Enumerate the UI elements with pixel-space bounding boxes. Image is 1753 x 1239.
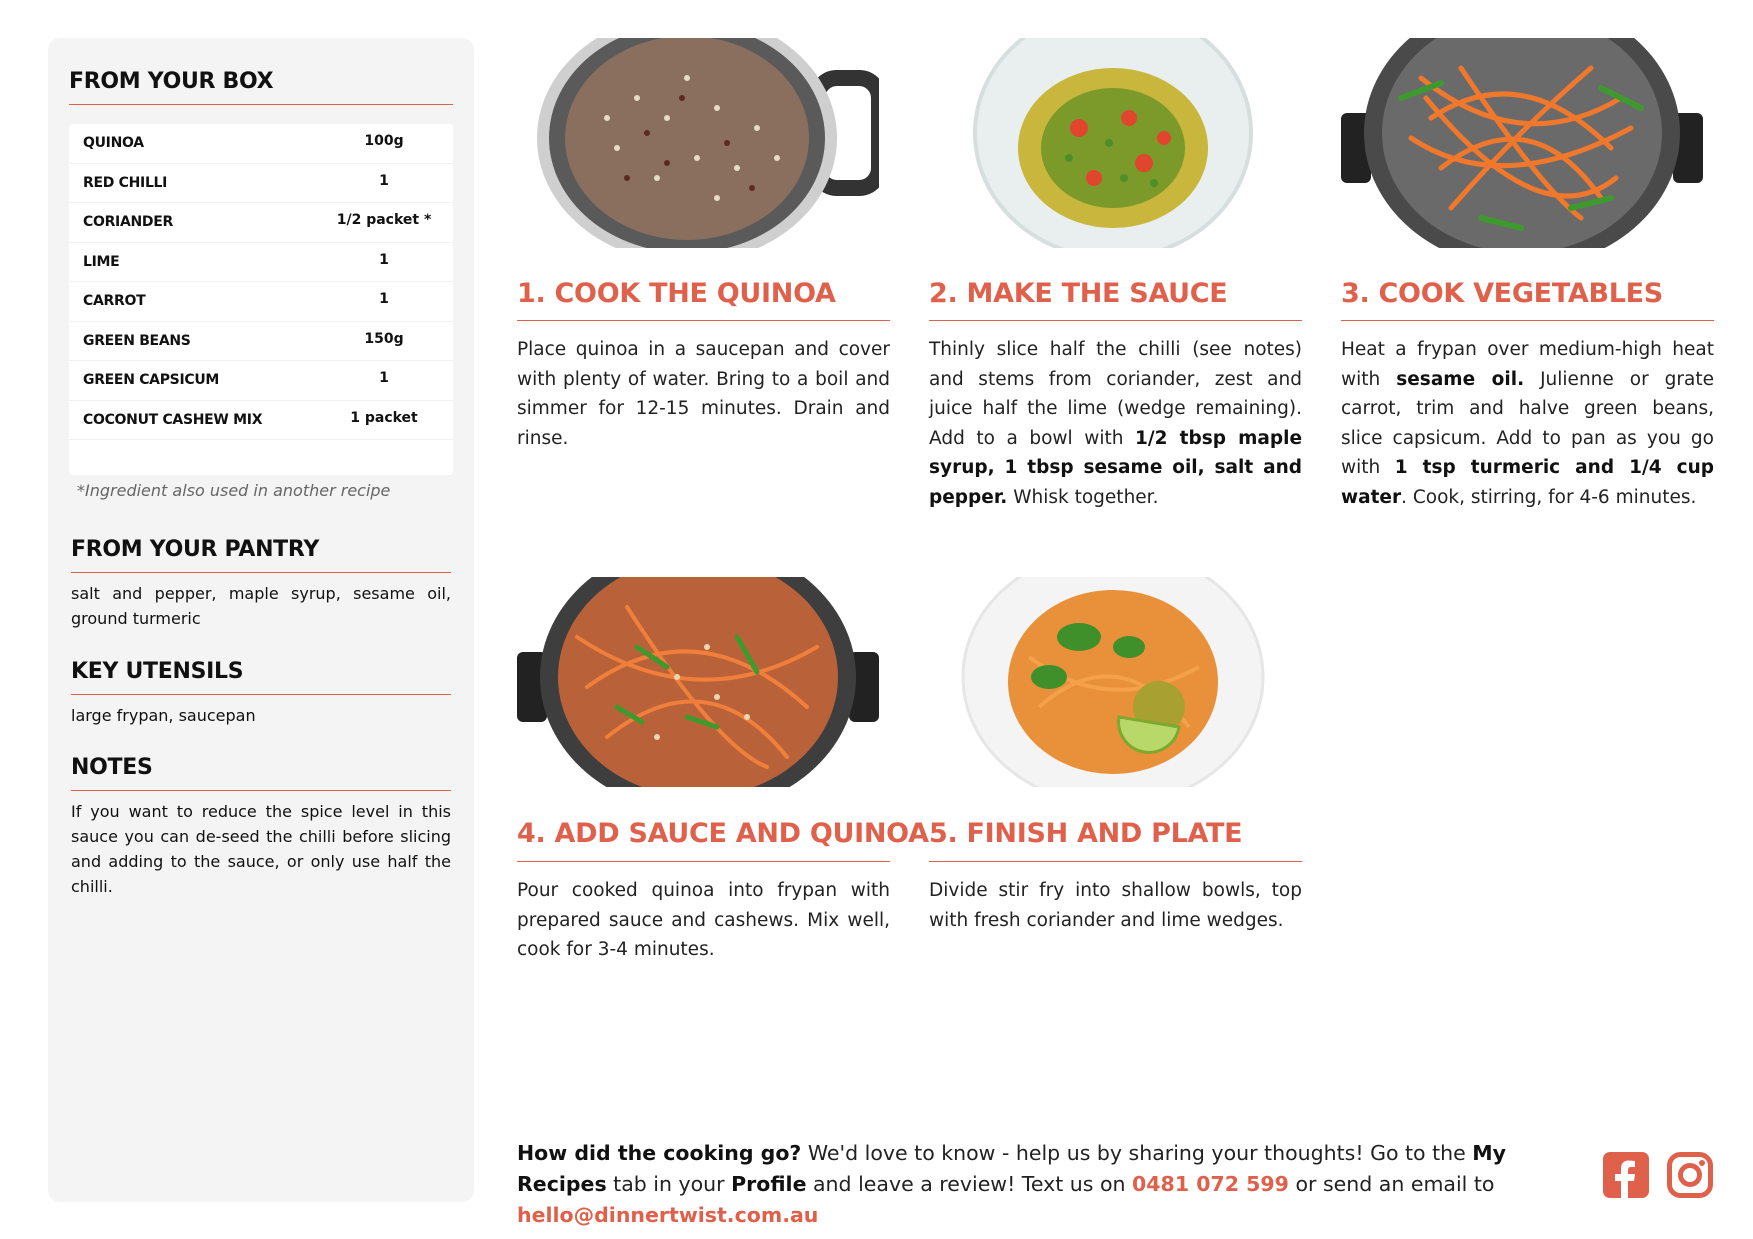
table-row (69, 243, 453, 283)
instagram-icon[interactable] (1667, 1152, 1713, 1198)
step-4-title: 4. ADD SAUCE AND QUINOA (517, 818, 929, 849)
ingredient-name: CARROT (83, 293, 146, 309)
table-row (69, 164, 453, 204)
step-2-title: 2. MAKE THE SAUCE (929, 278, 1228, 309)
divider (929, 861, 1302, 862)
utensils-text: large frypan, saucepan (71, 706, 256, 725)
from-your-box-heading: FROM YOUR BOX (69, 69, 274, 94)
ingredient-name: QUINOA (83, 135, 144, 151)
step-1-photo (517, 38, 879, 248)
step-2-text: Thinly slice half the chilli (see notes) and stems from coriander, zest and juice half the lime (wedge remaining). Add to a bowl with 1/2 tbsp maple syrup, 1 tbsp sesame oil, salt and pepper. Whisk together. (929, 339, 1302, 508)
email-link[interactable]: hello@dinnertwist.com.au (517, 1203, 819, 1227)
step-3-title: 3. COOK VEGETABLES (1341, 278, 1663, 309)
divider (71, 572, 451, 573)
step-1-text: Place quinoa in a saucepan and cover with plenty of water. Bring to a boil and simmer for 12-15 minutes. Drain and rinse. (517, 339, 890, 449)
divider (517, 861, 890, 862)
ingredient-qty: 1 (379, 370, 389, 386)
ingredient-name: GREEN BEANS (83, 332, 191, 349)
ingredients-table (69, 124, 453, 475)
table-row (69, 124, 453, 164)
table-row (69, 401, 453, 441)
table-row (69, 282, 453, 322)
ingredient-name: CORIANDER (83, 214, 173, 230)
step-4-photo (517, 577, 879, 787)
utensils-heading: KEY UTENSILS (71, 659, 244, 684)
divider (929, 320, 1302, 321)
table-row (69, 322, 453, 362)
notes-heading: NOTES (71, 755, 153, 780)
phone-link[interactable]: 0481 072 599 (1132, 1172, 1289, 1196)
pantry-heading: FROM YOUR PANTRY (71, 537, 319, 562)
table-row (69, 361, 453, 401)
step-5-text: Divide stir fry into shallow bowls, top with fresh coriander and lime wedges. (929, 880, 1302, 931)
pantry-text: salt and pepper, maple syrup, sesame oil, ground turmeric (71, 584, 451, 628)
ingredient-name: GREEN CAPSICUM (83, 372, 220, 388)
step-3-text: Heat a frypan over medium-high heat with sesame oil. Julienne or grate carrot, trim and halve green beans, slice capsicum. Add to pan as you go with 1 tsp turmeric and 1/4 cup water. Cook, stirring, for 4-6 minutes. (1341, 339, 1714, 508)
footnote: *Ingredient also used in another recipe (77, 481, 391, 500)
ingredient-qty: 1/2 packet * (336, 212, 432, 228)
ingredient-qty: 100g (364, 133, 404, 149)
notes-text: If you want to reduce the spice level in this sauce you can de-seed the chilli before slicing and adding to the sauce, or only use half the chilli. (71, 802, 451, 896)
divider (517, 320, 890, 321)
divider (71, 694, 451, 695)
ingredient-qty: 1 packet (350, 409, 418, 426)
step-2-photo (929, 38, 1291, 248)
ingredients-panel (48, 38, 474, 1202)
step-1-title: 1. COOK THE QUINOA (517, 278, 836, 309)
feedback-footer: How did the cooking go? We'd love to know - help us by sharing your thoughts! Go to the My Recipes tab in your Profile and leave a review! Text us on 0481 072 599 or send an email to hello@dinnertwist.com.au (517, 1141, 1507, 1227)
divider (1341, 320, 1714, 321)
step-5-title: 5. FINISH AND PLATE (929, 818, 1243, 849)
ingredient-name: RED CHILLI (83, 174, 168, 191)
step-5-photo (929, 577, 1291, 787)
ingredient-name: COCONUT CASHEW MIX (83, 411, 263, 428)
table-row (69, 203, 453, 243)
divider (71, 790, 451, 791)
facebook-icon[interactable] (1603, 1152, 1649, 1198)
ingredient-qty: 1 (379, 172, 389, 189)
step-3-photo (1341, 38, 1703, 248)
ingredient-qty: 1 (379, 291, 389, 307)
ingredient-qty: 1 (379, 251, 389, 268)
ingredient-qty: 150g (364, 330, 404, 347)
step-4-text: Pour cooked quinoa into frypan with prepared sauce and cashews. Mix well, cook for 3-4 minutes. (517, 880, 890, 960)
ingredient-name: LIME (83, 253, 120, 270)
divider (69, 104, 453, 105)
table-spacer (69, 440, 453, 475)
